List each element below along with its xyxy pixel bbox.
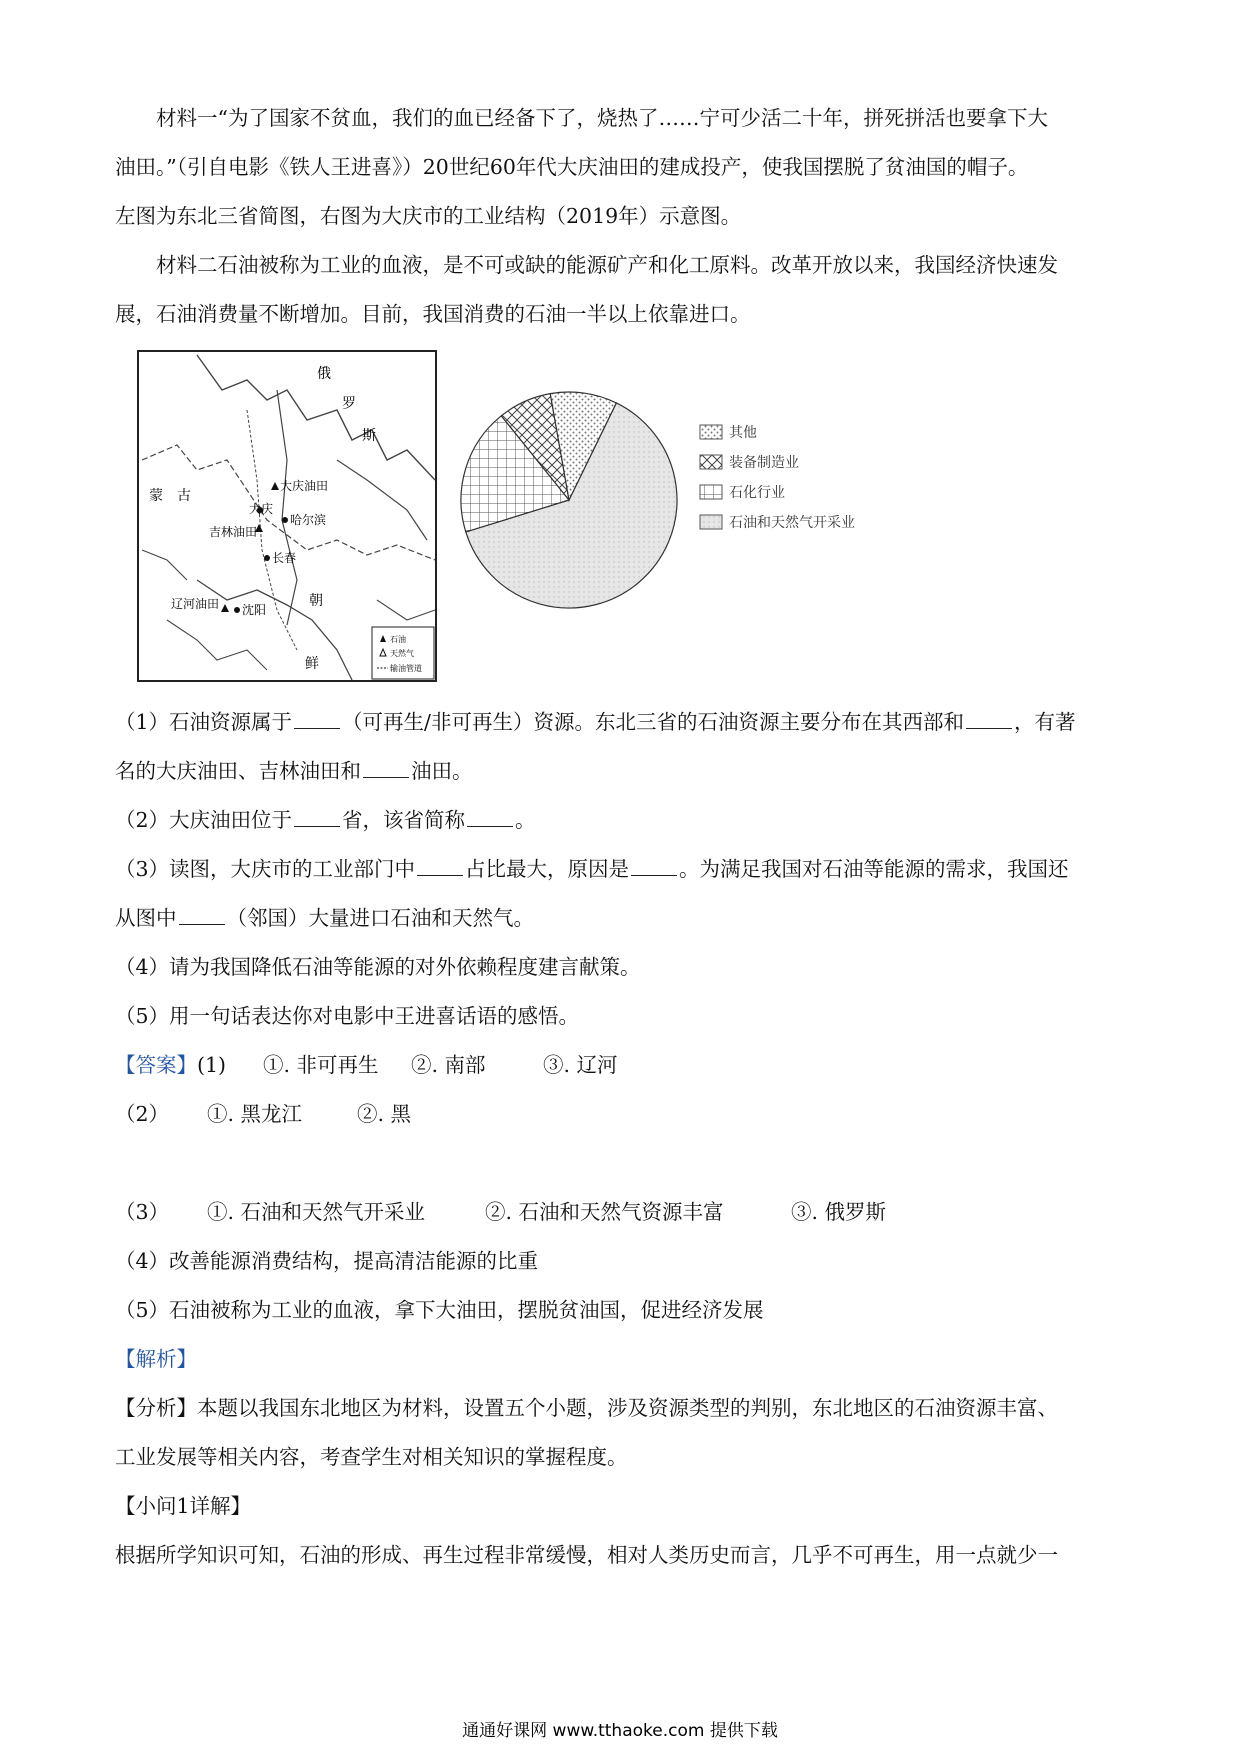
map-label-harbin: 哈尔滨 [290,513,327,527]
answer-5: （5）石油被称为工业的血液，拿下大油田，摆脱贫油国，促进经济发展 [115,1298,764,1322]
analysis-line1: 【分析】本题以我国东北地区为材料，设置五个小题，涉及资源类型的判别，东北地区的石油资源丰富、 [115,1396,1058,1420]
city-dot [234,607,240,613]
question-4: （4）请为我国降低石油等能源的对外依赖程度建言献策。 [115,955,641,979]
pie-legend-label: 装备制造业 [729,455,799,471]
map-label-luo: 罗 [342,396,356,412]
pie-legend [700,425,855,531]
pie-legend-swatch [700,515,722,529]
question-1-line2: 名的大庆油田、吉林油田和 油田。 [115,759,473,783]
map-label-chao: 朝 [309,593,323,609]
answer-blank[interactable] [294,808,340,827]
map-label-changchun: 长春 [272,551,297,565]
city-dot [264,555,270,561]
answer-2: （2） ①. 黑龙江 ②. 黑 [115,1102,412,1126]
detail-1-line1: 根据所学知识可知，石油的形成、再生过程非常缓慢，相对人类历史而言，几乎不可再生，用一点就少一 [115,1543,1058,1567]
answer-tag: 【答案】 [115,1053,197,1077]
pie-legend-label: 石油和天然气开采业 [729,515,855,531]
question-3-line1: （3）读图，大庆市的工业部门中 占比最大，原因是 。为满足我国对石油等能源的需求，我国还 [115,857,1069,881]
map-label-meng: 蒙 [149,488,163,504]
city-dot [282,517,288,523]
question-3-line2: 从图中 （邻国）大量进口石油和天然气。 [115,906,534,930]
answer-blank[interactable] [417,857,463,876]
question-2: （2）大庆油田位于 省，该省简称 。 [115,808,536,832]
answer-blank[interactable] [467,808,513,827]
answer-4: （4）改善能源消费结构，提高清洁能源的比重 [115,1249,539,1273]
map-label-daqing-oilfield: 大庆油田 [280,479,329,493]
map-legend-oil: 石油 [390,635,406,644]
material1-line2: 油田。”（引自电影《铁人王进喜》）20世纪60年代大庆油田的建成投产，使我国摆脱了贫油国的帽子。 [115,155,1029,179]
pie-legend-label: 石化行业 [729,485,785,501]
map-legend [372,627,434,679]
map-label-gu: 古 [177,488,191,504]
answer-blank[interactable] [631,857,677,876]
material2-line1: 材料二石油被称为工业的血液，是不可或缺的能源矿产和化工原料。改革开放以来，我国经济快速发 [156,253,1058,277]
answer-blank[interactable] [363,759,409,778]
analysis-tag: 【解析】 [115,1347,197,1371]
pie-legend-swatch [700,485,722,499]
map-label-xian: 鲜 [305,656,319,672]
map-label-e: 俄 [317,366,331,382]
question-1-line1: （1）石油资源属于 （可再生/非可再生）资源。东北三省的石油资源主要分布在其西部和 ，有著 [115,710,1076,734]
map-label-si: 斯 [362,428,376,444]
material1-line1: 材料一“为了国家不贫血，我们的血已经备下了，烧热了……宁可少活二十年，拼死拼活也要拿下大 [156,106,1048,130]
page-footer: 通通好课网 www.tthaoke.com 提供下载 [462,1721,778,1741]
sub-question-1-heading: 【小问1详解】 [115,1494,252,1518]
northeast-map [138,351,436,681]
answer-3: （3） ①. 石油和天然气开采业 ②. 石油和天然气资源丰富 ③. 俄罗斯 [115,1200,887,1224]
pie-legend-label: 其他 [729,425,757,441]
analysis-line2: 工业发展等相关内容，考查学生对相关知识的掌握程度。 [115,1445,628,1469]
map-label-liaohe-oilfield: 辽河油田 [171,597,220,611]
pie-legend-swatch [700,425,722,439]
answer-blank[interactable] [966,710,1012,729]
map-legend-gas: 天然气 [390,649,414,658]
answer-1: 【答案】(1) ①. 非可再生 ②. 南部 ③. 辽河 [115,1041,1125,1090]
map-legend-pipeline: 输油管道 [390,664,422,673]
pie-legend-swatch [700,455,722,469]
answer-blank[interactable] [179,906,225,925]
answer-blank[interactable] [294,710,340,729]
industry-pie-chart [461,392,677,608]
map-label-jilin-oilfield: 吉林油田 [209,525,258,539]
map-label-daqing: 大庆 [249,502,274,516]
figure [137,350,897,685]
question-5: （5）用一句话表达你对电影中王进喜话语的感悟。 [115,1004,580,1028]
material1-line3: 左图为东北三省简图，右图为大庆市的工业结构（2019年）示意图。 [115,204,742,228]
map-label-shenyang: 沈阳 [242,603,267,617]
material2-line2: 展，石油消费量不断增加。目前，我国消费的石油一半以上依靠进口。 [115,302,751,326]
